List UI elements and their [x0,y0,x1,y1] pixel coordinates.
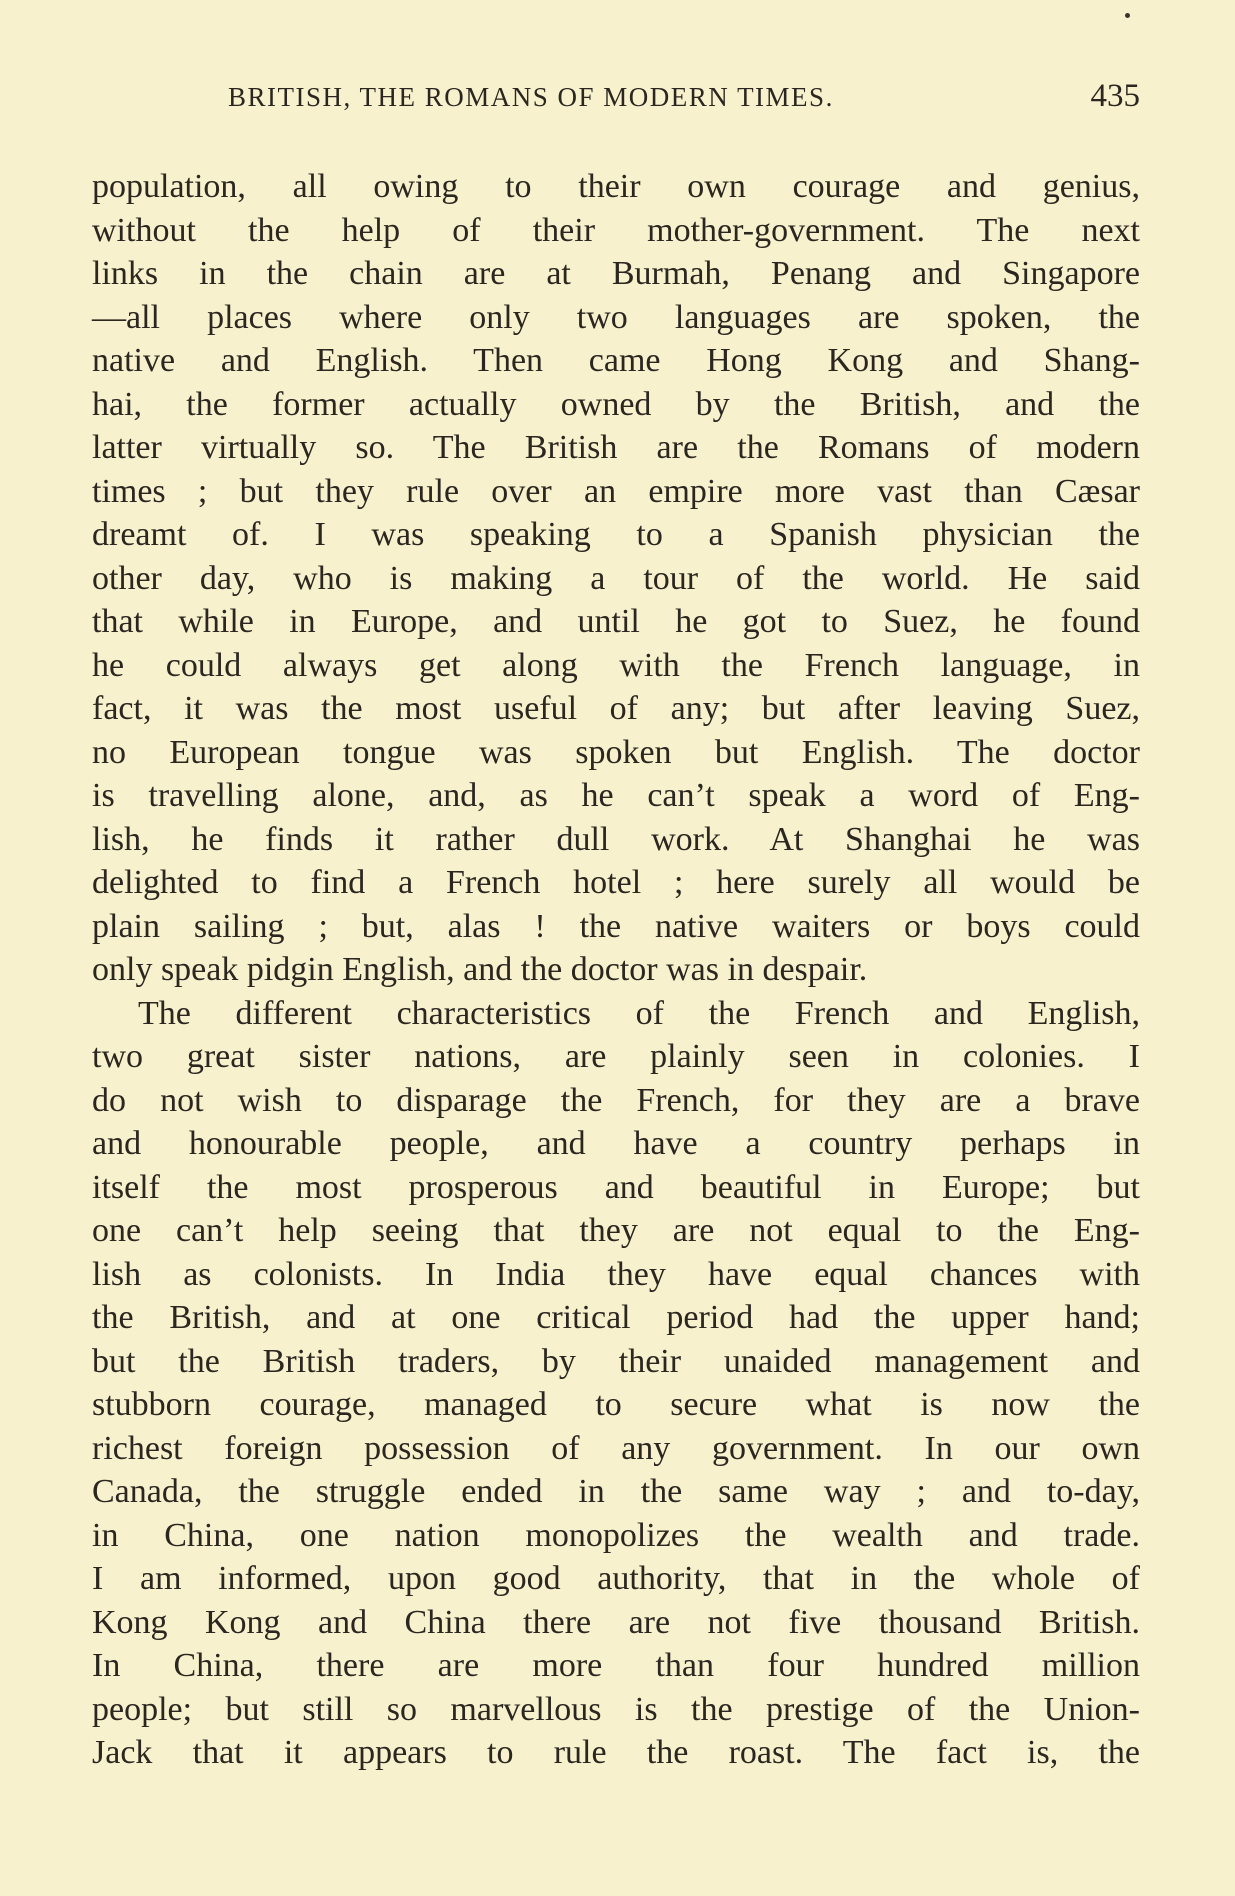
text-line: only speak pidgin English, and the doctor was in despair. [92,951,868,988]
text-line: Kong Kong and China there are not five thousand British. [92,1603,1140,1641]
text-line: delighted to find a French hotel ; here surely all would be [92,864,1140,901]
text-line: two great sister nations, are plainly seen in colonies. I [92,1038,1140,1075]
text-line: one can’t help seeing that they are not equal to the Eng- [92,1212,1140,1249]
text-line: in China, one nation monopolizes the wealth and trade. [92,1516,1140,1554]
text-line: lish, he finds it rather dull work. At Shanghai he was [92,820,1140,858]
text-line: the British, and at one critical period had the upper hand; [92,1299,1140,1336]
text-line: hai, the former actually owned by the British, and the [92,385,1140,423]
text-line: Canada, the struggle ended in the same way ; and to-day, [92,1473,1140,1510]
page-header [100,78,1140,122]
text-line: stubborn courage, managed to secure what is now the [92,1386,1140,1423]
text-line: I am informed, upon good authority, that in the whole of [92,1560,1140,1597]
text-line: Jack that it appears to rule the roast. The fact is, the [92,1734,1140,1771]
text-line: without the help of their mother-government. The next [92,211,1140,249]
text-line: richest foreign possession of any government. In our own [92,1429,1140,1467]
text-line: fact, it was the most useful of any; but after leaving Suez, [92,690,1140,727]
ink-speck [1125,13,1130,18]
text-line: he could always get along with the French language, in [92,646,1140,684]
text-line: no European tongue was spoken but English. The doctor [92,733,1140,771]
text-line: native and English. Then came Hong Kong and Shang- [92,342,1140,379]
text-line: and honourable people, and have a country perhaps in [92,1125,1140,1162]
body-text [92,165,1140,1775]
text-line: that while in Europe, and until he got to Suez, he found [92,603,1140,640]
text-line: latter virtually so. The British are the Romans of modern [92,429,1140,466]
text-line: itself the most prosperous and beautiful in Europe; but [92,1168,1140,1206]
text-line: lish as colonists. In India they have equal chances with [92,1255,1140,1293]
text-line: links in the chain are at Burmah, Penang and Singapore [92,255,1140,292]
text-line: people; but still so marvellous is the prestige of the Union- [92,1690,1140,1728]
text-line: do not wish to disparage the French, for they are a brave [92,1081,1140,1119]
text-line: The different characteristics of the French and English, [138,994,1140,1032]
text-line: dreamt of. I was speaking to a Spanish physician the [92,516,1140,553]
running-head: BRITISH, THE ROMANS OF MODERN TIMES. [228,82,834,112]
text-line: is travelling alone, and, as he can’t speak a word of Eng- [92,777,1140,814]
text-line: —all places where only two languages are spoken, the [92,298,1140,336]
text-line: times ; but they rule over an empire more vast than Cæsar [92,472,1140,510]
text-line: population, all owing to their own courage and genius, [92,168,1140,205]
page-number: 435 [1090,78,1140,114]
text-line: but the British traders, by their unaided management and [92,1342,1140,1380]
text-line: plain sailing ; but, alas ! the native waiters or boys could [92,907,1140,945]
text-line: In China, there are more than four hundred million [92,1647,1140,1684]
text-line: other day, who is making a tour of the world. He said [92,559,1140,597]
